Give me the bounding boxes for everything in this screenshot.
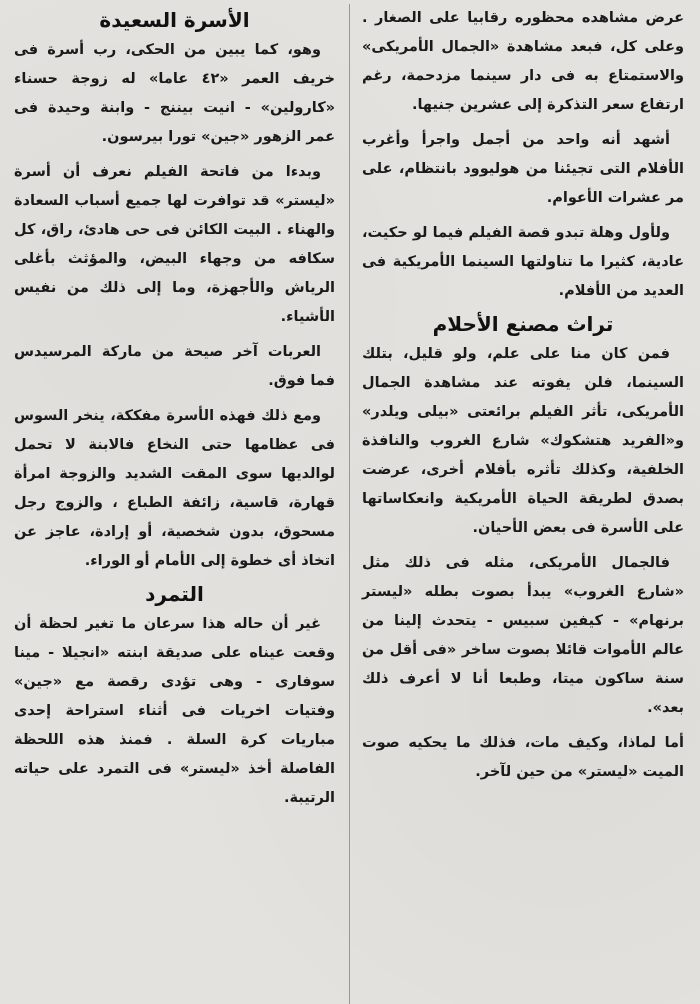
heading-rebellion: التمرد — [145, 582, 204, 606]
left-column — [10, 4, 349, 1004]
left-paragraph-4: ومع ذلك فهذه الأسرة مفككة، ينخر السوس فى عظامها حتى النخاع فالابنة لا تحمل لوالديها سوى المقت الشديد والزوجة امرأة قهارة، قاسية، زائفة الطباع ، والزوج رجل مسحوق، بدون شخصية، أو إرادة، عاجز عن اتخاذ أى خطوة إلى الأمام أو الوراء. — [14, 408, 335, 569]
left-paragraph-1: وهو، كما يبين من الحكى، رب أسرة فى خريف العمر «٤٢ عاما» له زوجة حسناء «كارولين» - انيت بيننج - وابنة وحيدة فى عمر الزهور «جين» تورا بيرسون. — [14, 42, 335, 145]
right-paragraph-2: أشهد أنه واحد من أجمل واجرأ وأغرب الأفلام التى تجيئنا من هوليوود بانتظام، على مر عشرات الأعوام. — [362, 132, 684, 206]
right-paragraph-3: ولأول وهلة تبدو قصة الفيلم فيما لو حكيت، عادية، كثيرا ما تناولتها السينما الأمريكية فى العديد من الأفلام. — [362, 225, 684, 299]
left-paragraph-3: العربات آخر صيحة من ماركة المرسيدس فما فوق. — [14, 344, 335, 389]
right-paragraph-6: أما لماذا، وكيف مات، فذلك ما يحكيه صوت الميت «ليستر» من حين لآخر. — [362, 735, 684, 780]
heading-happy-family: الأسرة السعيدة — [99, 8, 250, 32]
right-paragraph-5: فالجمال الأمريكى، مثله فى ذلك مثل «شارع الغروب» يبدأ بصوت بطله «ليستر برنهام» - كيفين سبيس - يتحدث إلينا من عالم الأموات قائلا بصوت ساخر «فى أقل من سنة ساكون ميتا، وطبعا أنا لا أعرف ذلك بعد». — [362, 555, 684, 716]
heading-dream-factory: تراث مصنع الأحلام — [432, 312, 614, 336]
left-paragraph-2: وبدءا من فاتحة الفيلم نعرف أن أسرة «ليستر» قد توافرت لها جميع أسباب السعادة والهناء . البيت الكائن فى حى هادئ، راق، كل سكافه من وجهاء البيض، والمؤثث بأغلى الرياش والأجهزة، وما إلى ذلك من نفيس الأشياء. — [14, 164, 335, 325]
right-paragraph-4: فمن كان منا على علم، ولو قليل، بتلك السينما، فلن يفوته عند مشاهدة الجمال الأمريكى، تأثر الفيلم برائعتى «بيلى ويلدر» و«الفريد هتشكوك» شارع الغروب والنافذة الخلفية، وكذلك تأثره بأفلام أخرى، عرضت بصدق لطريقة الحياة الأمريكية وانعكاساتها على الأسرة فى بعض الأحيان. — [362, 346, 684, 536]
right-paragraph-1: عرض مشاهده محظوره رقابيا على الصغار . وعلى كل، فبعد مشاهدة «الجمال الأمريكى» والاستمتاع به فى دار سينما مزدحمة، رغم ارتفاع سعر التذكرة إلى عشرين جنيها. — [362, 10, 684, 113]
right-column — [349, 4, 688, 1004]
left-paragraph-5: غير أن حاله هذا سرعان ما تغير لحظة أن وقعت عيناه على صديقة ابنته «انجيلا - مينا سوفارى - وهى تؤدى رقصة مع «جين» وفتيات اخريات فى أثناء استراحة إحدى مباريات كرة السلة . فمنذ هذه اللحظة الفاصلة أخذ «ليستر» فى التمرد على حياته الرتيبة. — [14, 616, 335, 806]
